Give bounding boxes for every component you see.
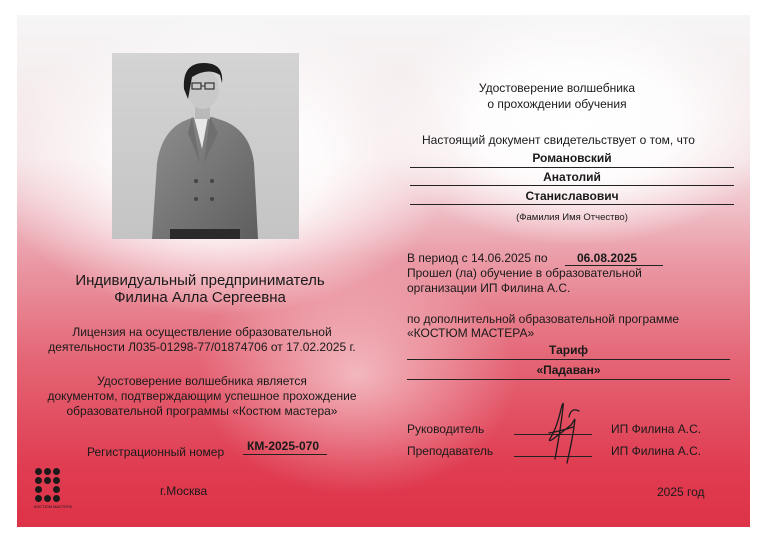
teacher-name: ИП Филина А.С. [611,444,702,458]
certificate [17,15,750,527]
logo-caption-line2: МАСТЕРА [53,504,72,509]
student-patronymic: Станиславович [525,189,619,203]
tariff-label: Тариф [549,343,588,357]
cert-year: 2025 год [657,485,705,499]
issuer-line2: Филина Алла Сергеевна [114,289,286,306]
desc-line2: документом, подтверждающим успешное прохождение [47,389,357,403]
signature-image [531,397,591,467]
patronymic-line [410,204,734,205]
tariff-value: «Падаван» [536,363,601,377]
period-prefix: В период с 14.06.2025 по [407,251,548,265]
studied-line1: Прошел (ла) обучение в образовательной [407,266,642,280]
desc-line3: образовательной программы «Костюм мастера» [66,404,338,418]
reg-number: КМ-2025-070 [247,439,320,453]
studied-line2: организации ИП Филина А.С. [407,281,571,295]
logo-caption [34,505,72,509]
desc-line1: Удостоверение волшебника является [97,374,307,388]
first-name-line [410,185,734,186]
license-line2: деятельности Л035-01298-77/01874706 от 17.02.2025 г. [48,340,356,354]
period-end-date: 06.08.2025 [577,251,638,265]
teacher-label: Преподаватель [407,444,494,458]
program-line1: по дополнительной образовательной программе [407,312,680,326]
surname-line [410,167,734,168]
tariff-label-line [407,359,730,360]
brand-logo [35,468,61,508]
cert-title-line2: о прохождении обучения [487,97,627,111]
program-line2: «КОСТЮМ МАСТЕРА» [407,326,535,340]
cert-intro: Настоящий документ свидетельствует о том, что [422,133,695,147]
logo-caption-line1: КОСТЮМ [34,504,52,509]
portrait-photo [112,53,299,239]
issuer-city: г.Москва [160,484,208,498]
reg-label: Регистрационный номер [87,445,225,459]
cert-title-line1: Удостоверение волшебника [478,81,636,95]
reg-number-line [243,454,327,455]
student-surname: Романовский [532,151,612,165]
tariff-value-line [407,379,730,380]
student-first-name: Анатолий [543,170,601,184]
head-name: ИП Филина А.С. [611,422,702,436]
name-hint: (Фамилия Имя Отчество) [516,212,628,223]
issuer-line1: Индивидуальный предприниматель [75,272,325,289]
license-line1: Лицензия на осуществление образовательной [72,325,332,339]
head-label: Руководитель [407,422,485,436]
